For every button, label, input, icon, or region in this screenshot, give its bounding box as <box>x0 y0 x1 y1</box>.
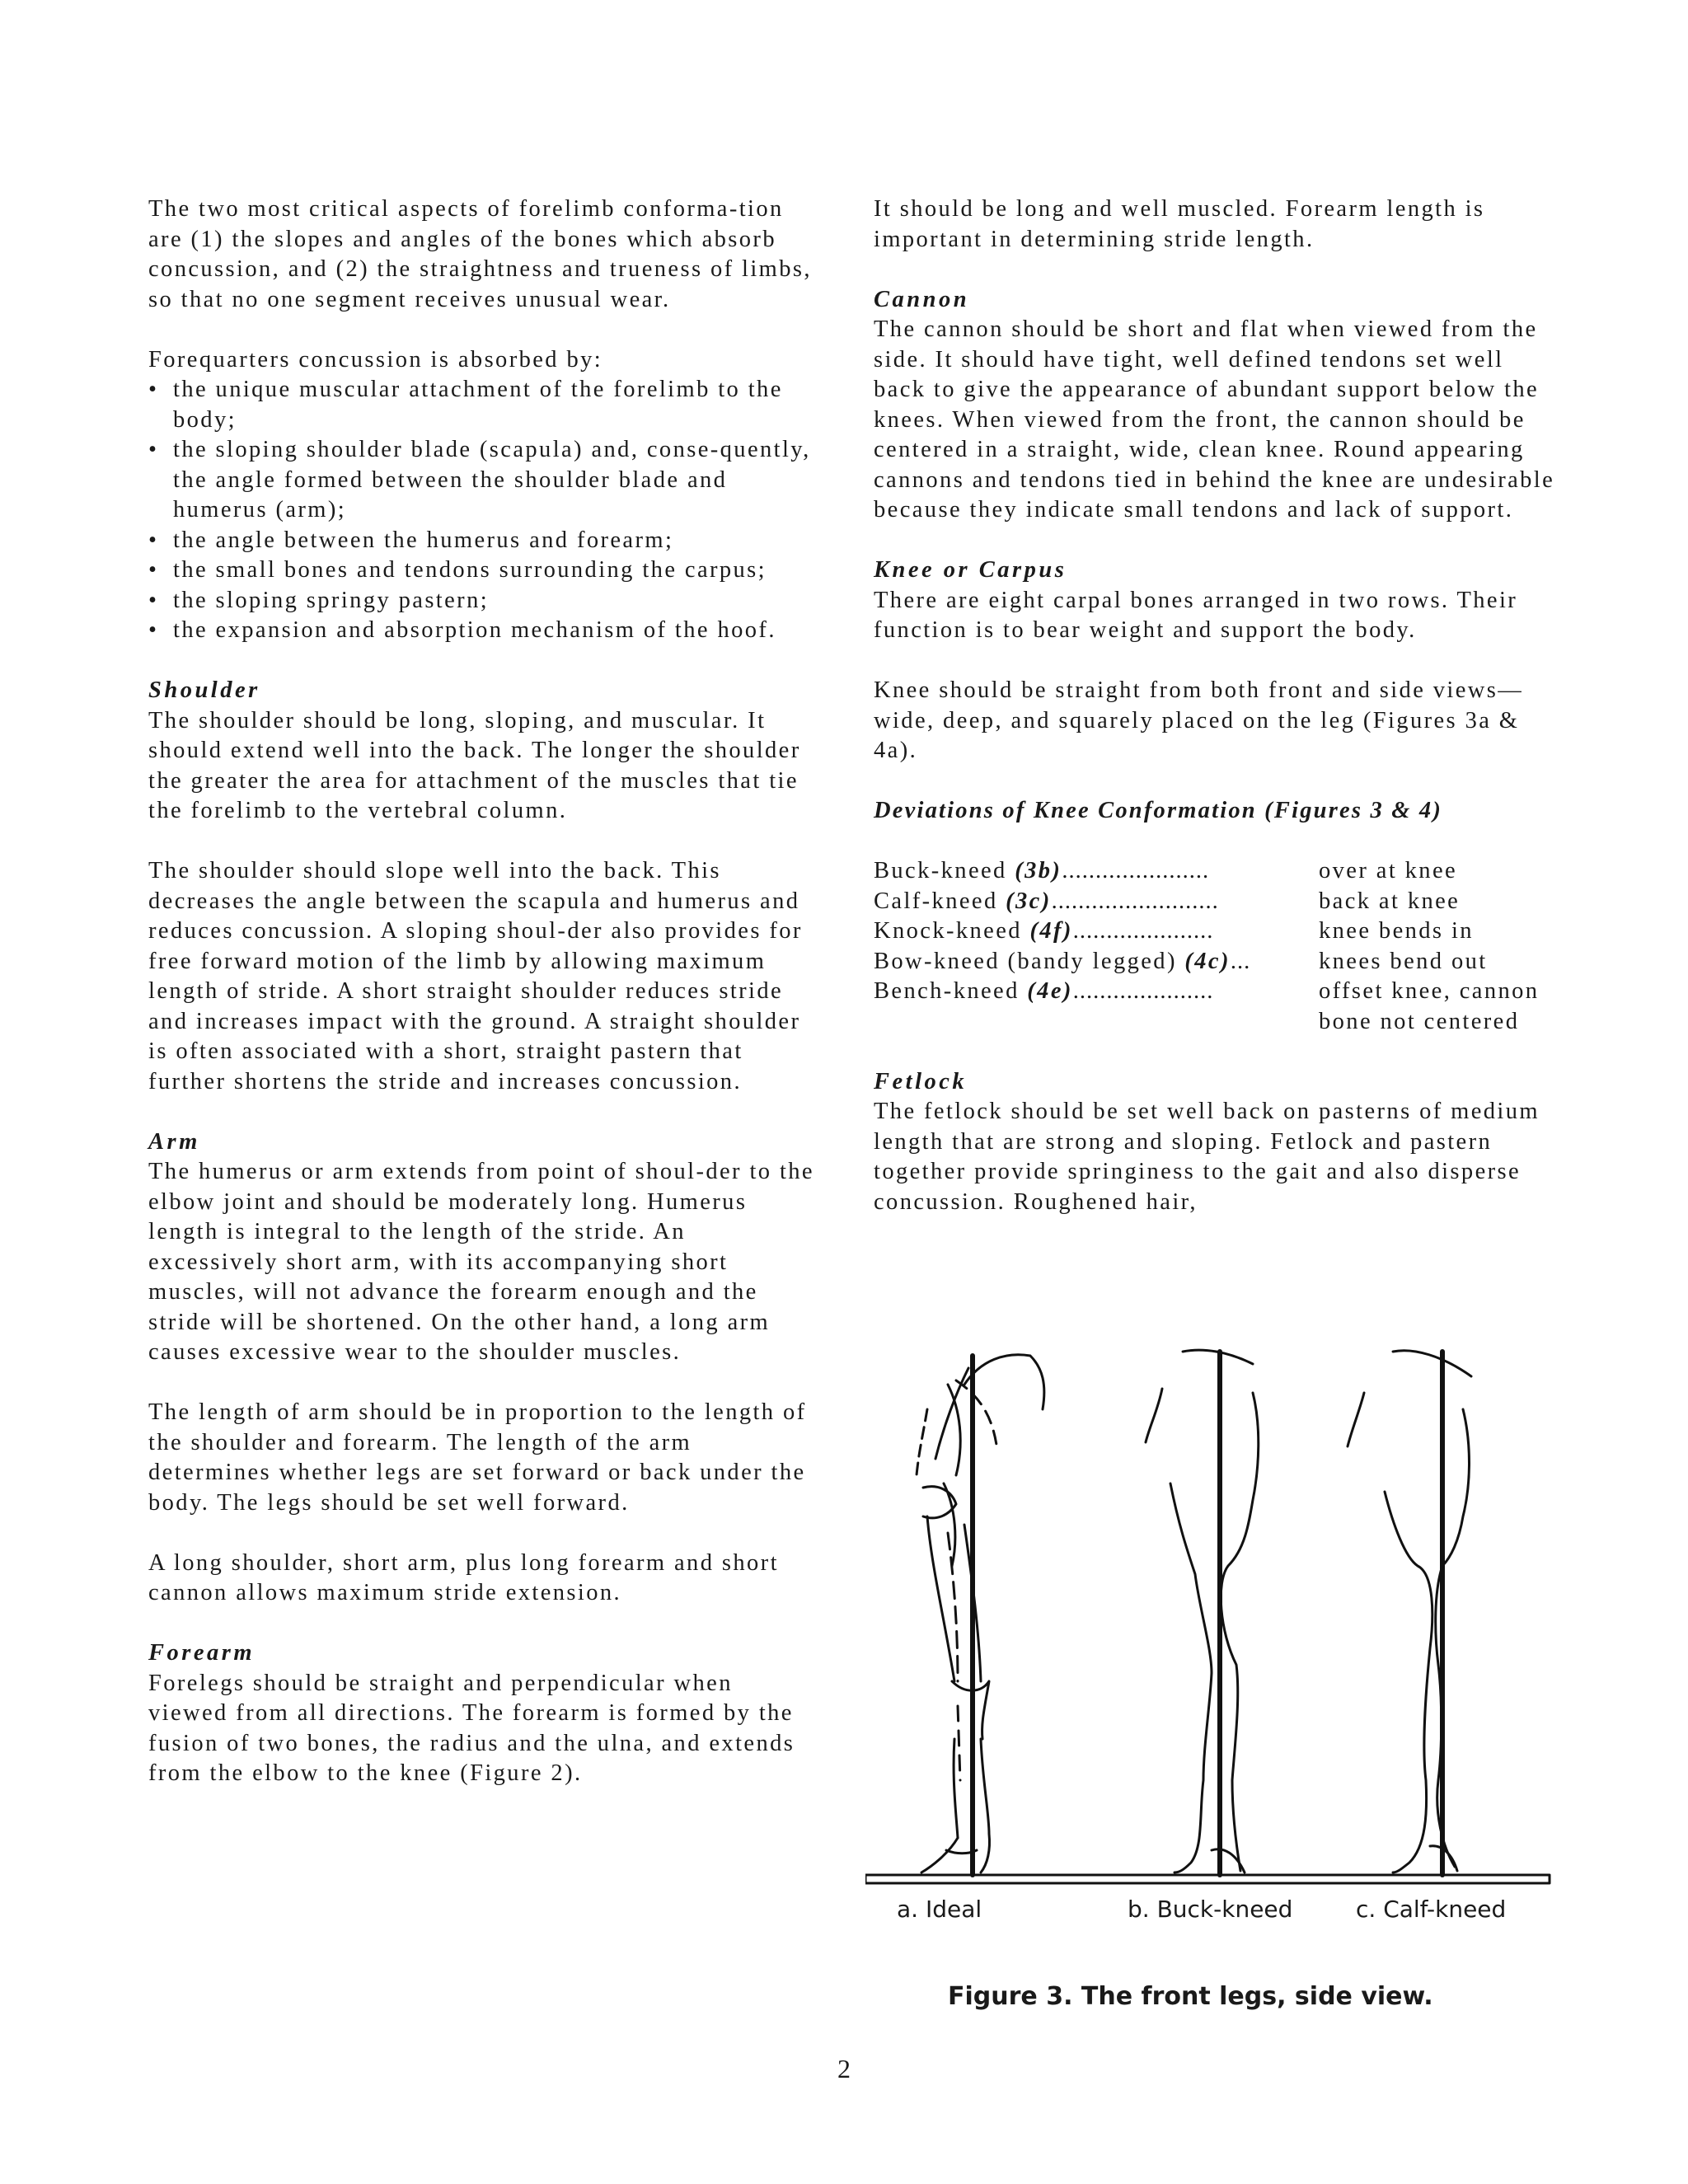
knee-paragraph-2: Knee should be straight from both front and side views—wide, deep, and squarely placed on the leg (Figures 3a & 4a). <box>874 677 1524 763</box>
deviation-row <box>874 856 1558 887</box>
forearm-paragraph: Forelegs should be straight and perpendicular when viewed from all directions. The forearm is formed by the fusion of two bones, the radius and the ulna, and extends from the elbow to the knee (Figure 2). <box>148 1670 795 1786</box>
deviation-meaning: back at knee <box>1319 888 1461 914</box>
cannon-paragraph: The cannon should be short and flat when viewed from the side. It should have tight, well defined tendons set well back to give the appearance of abundant support below the knees. When viewed from the front, the cannon should be centered in a straight, wide, clean knee. Round appearing cannons and tendons tied in behind the knee are undesirable because they indicate small tendons and lack of support. <box>874 316 1555 523</box>
arm-paragraph-2: The length of arm should be in proportion to the length of the shoulder and forearm. The length of the arm determines whether legs are set forward or back under the body. The legs should be set well forward. <box>148 1399 807 1516</box>
left-column <box>148 194 816 1789</box>
list-item: • the expansion and absorption mechanism of the hoof. <box>148 616 816 646</box>
fetlock-heading: Fetlock <box>874 1068 968 1094</box>
figure-label-b: b. Buck-kneed <box>1128 1896 1293 1923</box>
deviation-meaning: knees bend out <box>1319 948 1488 974</box>
forearm-continued: It should be long and well muscled. Forearm length is important in determining stride length. <box>874 196 1485 252</box>
deviation-term: Bow-kneed (bandy legged) (4c) <box>874 948 1231 974</box>
knee-heading: Knee or Carpus <box>874 557 1067 583</box>
deviation-term: Knock-kneed (4f) <box>874 918 1073 944</box>
deviation-row <box>874 947 1558 977</box>
list-item: • the sloping shoulder blade (scapula) and, conse-quently, the angle formed between the shoulder blade and humerus (arm); <box>148 435 816 526</box>
leader-dots: ...................... <box>1062 858 1210 883</box>
deviations-heading: Deviations of Knee Conformation (Figures 3 & 4) <box>874 798 1443 823</box>
intro-paragraph: The two most critical aspects of forelimb conforma-tion are (1) the slopes and angles of the bones which absorb concussion, and (2) the straightness and trueness of limbs, so that no one segment receives unusual wear. <box>148 196 812 312</box>
concussion-list <box>148 375 816 646</box>
deviation-row <box>874 887 1558 917</box>
cannon-heading: Cannon <box>874 286 970 312</box>
leader-dots: ..................... <box>1072 978 1214 1004</box>
deviation-meaning: knee bends in <box>1319 918 1474 944</box>
leg-illustration <box>865 1319 1558 1978</box>
deviation-term: Bench-kneed (4e) <box>874 978 1073 1004</box>
shoulder-paragraph-1: The shoulder should be long, sloping, and muscular. It should extend well into the back. The longer the shoulder the greater the area for attachment of the muscles that tie the forelimb to the vertebral column. <box>148 707 801 823</box>
shoulder-heading: Shoulder <box>148 677 260 703</box>
arm-paragraph-1: The humerus or arm extends from point of shoul-der to the elbow joint and should be moderately long. Humerus length is integral to the length of the stride. An excessively short arm, with its accompanying short muscles, will not advance the forearm enough and the stride will be shortened. On the other hand, a long arm causes excessive wear to the shoulder muscles. <box>148 1159 814 1365</box>
deviation-row <box>874 916 1558 947</box>
forequarters-lead: Forequarters concussion is absorbed by: <box>148 346 603 373</box>
leader-dots: ......................... <box>1051 888 1219 914</box>
list-item: • the small bones and tendons surrounding the carpus; <box>148 555 816 586</box>
deviations-list <box>874 856 1558 1037</box>
deviation-row <box>874 977 1558 1037</box>
arm-paragraph-3: A long shoulder, short arm, plus long forearm and short cannon allows maximum stride extension. <box>148 1549 779 1605</box>
right-column <box>874 194 1558 1217</box>
deviation-meaning: over at knee <box>1319 858 1458 883</box>
figure-label-a: a. Ideal <box>897 1896 982 1923</box>
leg-ideal <box>917 1355 1044 1875</box>
ground-line <box>865 1875 1550 1883</box>
arm-heading: Arm <box>148 1128 200 1155</box>
deviation-term: Calf-kneed (3c) <box>874 888 1052 914</box>
leg-calf-kneed <box>1348 1351 1471 1875</box>
shoulder-paragraph-2: The shoulder should slope well into the back. This decreases the angle between the scapula and humerus and reduces concussion. A sloping shoul-der also provides for free forward motion of the limb by allowing maximum length of stride. A short straight shoulder reduces stride and increases impact with the ground. A straight shoulder is often associated with a short, straight pastern that further shortens the stride and increases concussion. <box>148 858 803 1094</box>
fetlock-paragraph: The fetlock should be set well back on pasterns of medium length that are strong and sloping. Fetlock and pastern together provide springiness to the gait and also disperse concussion. Roughened hair, <box>874 1099 1540 1215</box>
leader-dots: ... <box>1230 948 1251 974</box>
deviation-meaning: offset knee, cannon bone not centered <box>1319 978 1540 1034</box>
figure-label-c: c. Calf-kneed <box>1356 1896 1507 1923</box>
list-item: • the unique muscular attachment of the forelimb to the body; <box>148 375 816 435</box>
figure-caption: Figure 3. The front legs, side view. <box>948 1982 1433 2011</box>
list-item: • the sloping springy pastern; <box>148 586 816 616</box>
knee-paragraph-1: There are eight carpal bones arranged in two rows. Their function is to bear weight and support the body. <box>874 587 1518 643</box>
list-item: • the angle between the humerus and forearm; <box>148 526 816 556</box>
deviation-term: Buck-kneed (3b) <box>874 858 1062 883</box>
page-number: 2 <box>837 2054 851 2083</box>
leader-dots: ..................... <box>1072 918 1214 944</box>
figure-3 <box>865 1319 1558 1978</box>
forearm-heading: Forearm <box>148 1640 256 1666</box>
leg-buck-kneed <box>1146 1350 1259 1875</box>
